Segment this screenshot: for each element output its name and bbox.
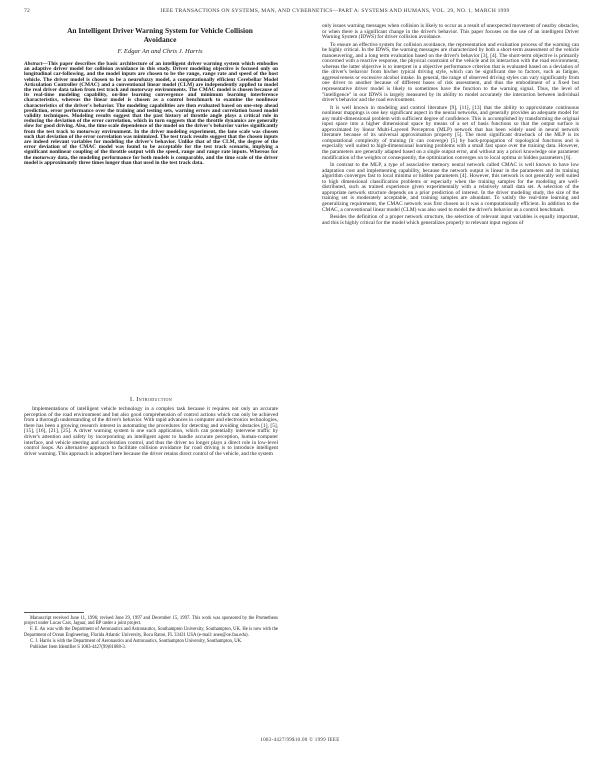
body-paragraph: Besides the definition of a proper network structure, the selection of relevant input variables is equally important, and this is highly critical for the model which generalizes properly to relevant input regions of [322,214,579,226]
footnote: Publisher Item Identifier S 1083-4427(99)01088-3. [30,645,126,651]
footnote-divider [24,612,84,613]
body-paragraph: In contrast to the MLP, a type of associative memory neural network called CMAC is well known to have low adaptation cost and implementing capability, because the network output is linear in the parameters and its training algorithm converges fast to local minima or hidden parameters [4]. However, this network is not generally well suited to high dimensional classification problems or especially when the training samples for the modeling are well-distributed, such as trained experience given experimentally with a relatively small data set. A selection of the appropriate network structure depends on a prior prediction of interest. In the driver modeling study, the size of the training set is moderately acceptable, and training samples are abundant. To satisfy the real-time learning and generalizing requirement, the CMAC network was first chosen as it was a computationally efficient. In addition to the CMAC, a conventional linear model (CLM) was also used to model the driver's behavior as a control benchmark. [322,162,579,213]
page-number: 72 [24,8,30,14]
footnote: Manuscript received June 11, 1996; revised June 29, 1997 and December 15, 1997. This work was sponsored by the Prometheus project under Lucas Cars, Jaguar, and BP under a joint project. [24,616,278,627]
body-paragraph: To ensure an effective system for collision avoidance, the representation and evaluation process of the warning can be highly critical. In the IDWS, the warning messages are characterized by both a short-term assessment of the vehicle manoeuvering, and a long term evaluation based on the driver's behavior [3], [4]. The short-term objective is primarily concerned with a reactive response, the physical constraint of the vehicle and its interaction with the road environment, whereas the latter objective is to interpret in a objective performance criterion that is evaluated based on a deviation of the driver's behavior from his/her typical driving style, which can be significant due to factors, such as fatigue, aggressiveness or excessive alcohol intake. In general, the range of observed driving styles can vary significantly from one driver to another because of different bases of risk assessment, and thus the embodiment of a fixed but representative driver model is likely to sometimes have the function to the warning signal. Thus, the level of "intelligence" in our IDWS is largely measured by its ability to model accurately the interaction between individual driver's behavior and the road environment. [322,41,579,104]
right-column-text [322,24,579,228]
paper-title: An Intelligent Driver Warning System for Vehicle Collision Avoidance [67,26,253,44]
intro-paragraph: Implementations of intelligent vehicle technology in a complex task because it requires not only an accurate perception of the road environment and but also good comprehension of control actions which can only be achieved from a thorough understanding of the driver's behavior. With rapid advances in computer and electronics technologies, there has been a growing research interest in automating the procedures for detecting and avoiding obstacles [1], [5], [15], [16], [21], [25]. A driver warning system is one such application, which can potentially intervene traffic by driver's attention and safety by incorporating an intelligent agent to handle accurate perception, human-computer interface, and vehicle steering and acceleration control, and thus the driver no longer plays a direct role in low-level control loops. An alternative approach to facilitate collision avoidance for road driving is to introduce intelligent driver warning. This approach is adopted here because the driver retains direct control of the vehicle, and the system [24,406,278,457]
abstract [24,62,278,166]
journal-header: IEEE TRANSACTIONS ON SYSTEMS, MAN, AND CYBERNETICS—PART A: SYSTEMS AND HUMANS, VOL. 29, NO. 1, MARCH 1999 [160,8,510,14]
abstract-body: This paper describes the basic architecture of an intelligent driver warning system which embodies an adaptive driver model for collision avoidance in this study. Driver modeling objective is focused only on longitudinal car-following, and the model inputs are chosen to be the range, range rate and speed of the host vehicle. The driver model is chosen to be a neurofuzzy model, a computationally efficient Cerebellar Model Articulation Controller (CMAC) and a conventional linear model (CLM) are independently applied to model the real driver data taken from test track and motorway environments. The CMAC model is chosen because of its real-time modeling capability, on-line learning convergence and minimum learning interference characteristics, whereas the linear model is chosen as a control benchmark to examine the nonlinear characteristics of the driver's behavior. The modeling capabilities are then evaluated based on one-step ahead prediction, error performance over the training and testing sets, warning errors and correlation based model validity techniques. Modeling results suggest that the past history of throttle angle plays a critical role in reducing the deviation of the error correlation, which in turn suggests that the throttle dynamics are generally slow for good driving. Also, the time scale dependence of the model on the driver's behavior varies significantly from the test track to motorway environment. In the driver modeling experiment, the lane scale was chosen such that deviation of the error correlation was minimized. The test track results suggest that the chosen inputs are indeed relevant variables for modeling the driver's behavior. Unlike that of the CLM, the degree of the error deviation of the CMAC model was found to be acceptable for the test track scenario, implying a significant nonlinear coupling of the throttle output with the speed, range and range rate inputs. Whereas for the motorway data, the modeling performance for both models is comparable, and the time scale of the driver model is approximately three times longer than that used in the test track data. [24,61,278,166]
paper-authors: F. Edgar An and Chris J. Harris [117,48,203,55]
footnote: C. J. Harris is with the Department of Aeronautics and Astronautics, Southampton University, Southampton, UK. [30,638,243,644]
introduction-text [24,407,278,458]
footnote: F. E. An was with the Department of Aeronautics and Astronautics, Southampton University, Southampton, UK. He is now with the Department of Ocean Engineering, Florida Atlantic University, Boca Raton, FL 33431 USA (e-mail: aneo@oe.fau.edu). [24,627,278,638]
running-head [24,8,576,20]
copyright-code: 1083-4427/99$10.00 © 1999 IEEE [260,738,340,743]
body-paragraph: It is well known in modeling and control literature [9], [11], [13] that the ability to approximate continuous nonlinear mappings is one key significant aspect in the neural networks, and generally provides an adequate model for any multi-dimensional problem with sufficient degree of confidence. This is accomplished by transforming the original input space into a higher dimensional space by means of a set of basis functions so that the output surface is approximated by linear Multi-Layered Perceptron (MLP) network that has been widely used in neural network literature because of its universal approximation property [5]. The most significant drawback of the MLP is its computational complexity of training (it can converge) [5] by back-propagation of topological functions and is especially well suited to high-dimensional learning problems with a small fast space over the training data. However, the parameters are generally adapted based on a single output error, and without any a priori knowledge one parameter modification of the weights or consequently, the optimization converges on to local optima or hidden parameters [6]. [322,104,579,161]
body-paragraph: only issues warning messages when collision is likely to occur as a result of unexpected movement of nearby obstacles, or when there is a significant change in the driver's behavior. This paper focuses on the use of an intelligent Driver Warning System (IDWS) for driver collision avoidance. [322,23,579,41]
abstract-lead: Abstract— [24,61,48,67]
footnotes [24,616,278,651]
section-heading-introduction: I. Introduction [129,396,173,403]
